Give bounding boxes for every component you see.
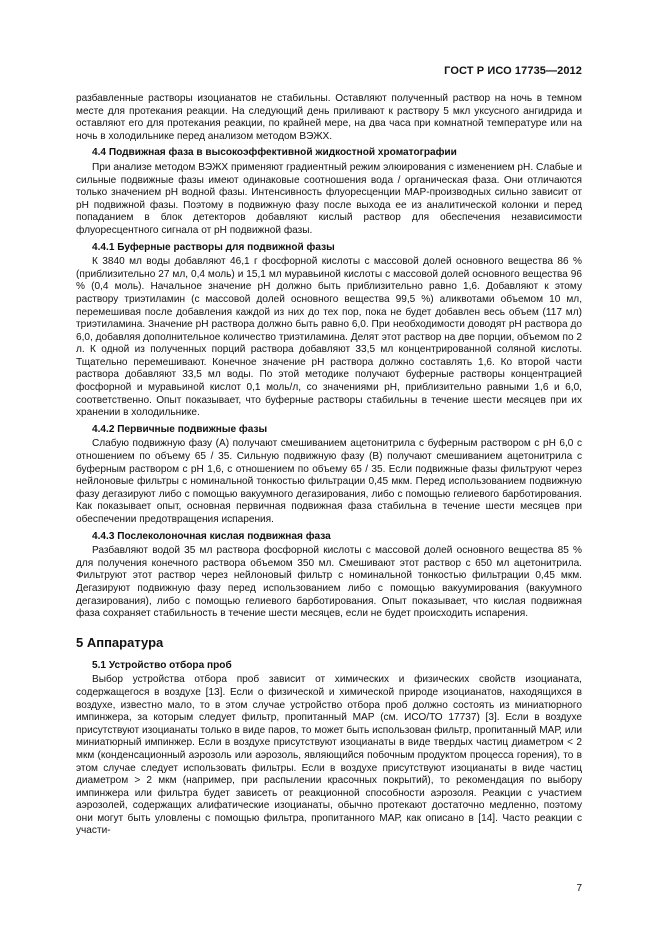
paragraph-4-4-1: К 3840 мл воды добавляют 46,1 г фосфорной кислоты с массовой долей основного вещества 86 % (приблизительно 27 мл, 0,4 моль) и 15,1 мл муравьиной кислоты с массовой долей основного вещества 96 % (0,4 моль). Начальное значение pH должно быть приблизительно равно 1,6. Добавляют к этому раствору триэтиламин (с массовой долей основного вещества 99,5 %) аликвотами объемом 10 мл, перемешивая после добавления каждой из них до тех пор, пока не будет добавлен весь объем (117 мл) триэтиламина. Значение pH раствора должно быть равно 6,0. При необходимости доводят pH раствора до 6,0, добавляя дополнительное количество триэтиламина. Делят этот раствор на две порции, объемом по 2 л. К одной из полученных порций раствора добавляют 33,5 мл концентрированной соляной кислоты. Тщательно перемешивают. Конечное значение pH раствора должно составлять 1,6. Ко второй части раствора добавляют 33,5 мл воды. По этой методике получают буферные растворы концентрацией фосфорной и муравьиной кислот 0,1 моль/л, со значениями pH, приблизительно равными 1,6 и 6,0, соответственно. Опыт показывает, что буферные растворы стабильны в течение шести месяцев при их хранении в холодильнике.: [76, 256, 582, 419]
intro-paragraph: разбавленные растворы изоцианатов не стабильны. Оставляют полученный раствор на ночь в темном месте для протекания реакции. На следующий день приливают к раствору 5 мкл уксусного ангидрида и оставляют его для протекания реакции, по крайней мере, на два часа при комнатной температуре или на ночь в холодильнике перед анализом методом ВЭЖХ.: [76, 93, 582, 142]
page-content: [76, 93, 582, 838]
paragraph-4-4: При анализе методом ВЭЖХ применяют градиентный режим элюирования с изменением pH. Слабые и сильные подвижные фазы имеют одинаковые соотношения вода / органическая фаза. Они отличаются только значением pH водной фазы. Интенсивность флуоресценции МАР-производных сильно зависит от pH подвижной фазы. Поэтому в подвижную фазу после выхода ее из аналитической колонки и перед попаданием в блок детекторов добавляют кислый раствор для обеспечения независимости флуоресцентного сигнала от pH подвижной фазы.: [76, 161, 582, 236]
heading-4-4: 4.4 Подвижная фаза в высокоэффективной жидкостной хроматографии: [92, 147, 457, 159]
heading-5-1: 5.1 Устройство отбора проб: [92, 659, 232, 671]
page-number: 7: [576, 883, 582, 894]
paragraph-5-1: Выбор устройства отбора проб зависит от химических и физических свойств изоцианата, содержащегося в воздухе [13]. Если о физической и химической природе изоцианатов, находящихся в воздухе, известно мало, то в этом случае устройство отбора проб должно состоять из миниатюрного импинжера, за которым следует фильтр, пропитанный МАР (см. ИСО/ТО 17737) [3]. Если в воздухе присутствуют изоцианаты только в виде паров, то может быть использован фильтр, пропитанный МАР, или миниатюрный импинжер. Если в воздухе присутствуют изоцианаты в виде твердых частиц диаметром < 2 мкм (конденсационный аэрозоль или аэрозоль, являющийся побочным продуктом процесса горения), то в этом случае следует использовать фильтры. Если в воздухе присутствуют изоцианаты в виде частиц диаметром > 2 мкм (например, при распылении красочных покрытий), то рекомендация по выбору импинжера или фильтра будет зависеть от реакционной способности аэрозоля. Реакции с участием аэрозолей, содержащих алифатические изоцианаты, обычно протекают достаточно медленно, поэтому они могут быть уловлены с помощью фильтра, пропитанного МАР, как описано в [14]. Часто реакции с участи-: [76, 674, 582, 837]
paragraph-4-4-3: Разбавляют водой 35 мл раствора фосфорной кислоты с массовой долей основного вещества 85 % для получения конечного раствора объемом 350 мл. Смешивают этот раствор с 650 мл ацетонитрила. Фильтруют этот раствор через нейлоновый фильтр с номинальной тонкостью фильтрации 0,45 мкм. Дегазируют подвижную фазу перед использованием либо с помощью вакуумирования (вакуумного дегазирования), либо с помощью гелиевого барботирования. Опыт показывает, что кислая подвижная фаза сохраняет стабильность в течение шести месяцев, если не будет происходить испарения.: [76, 545, 582, 620]
heading-4-4-3: 4.4.3 Послеколоночная кислая подвижная фаза: [92, 530, 331, 542]
paragraph-4-4-2: Слабую подвижную фазу (А) получают смешиванием ацетонитрила с буферным раствором с pH 6,0 с отношением по объему 65 / 35. Сильную подвижную фазу (В) получают смешиванием ацетонитрила с буферным раствором с pH 1,6, с отношением по объему 65 / 35. Если подвижные фазы фильтруют через нейлоновые фильтры с номинальной тонкостью фильтрации 0,45 мкм. Перед использованием подвижную фазу дегазируют либо с помощью вакуумного дегазирования, либо с помощью гелиевого барботирования. Как показывает опыт, основная первичная подвижная фаза стабильна в течение шести месяцев при обеспечении предотвращения испарения.: [76, 438, 582, 525]
heading-5: 5 Аппаратура: [76, 634, 164, 650]
heading-4-4-2: 4.4.2 Первичные подвижные фазы: [92, 423, 268, 435]
heading-4-4-1: 4.4.1 Буферные растворы для подвижной фазы: [92, 241, 335, 253]
standard-header: ГОСТ Р ИСО 17735—2012: [444, 65, 582, 77]
